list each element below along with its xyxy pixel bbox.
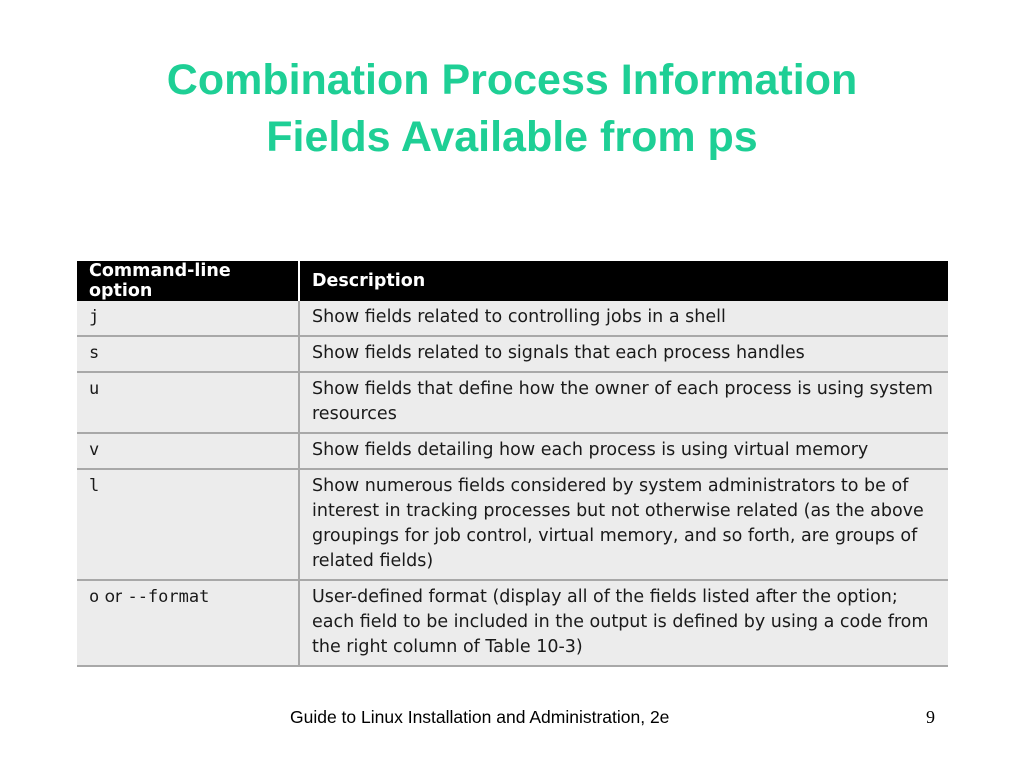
- option-cell: v: [77, 433, 299, 469]
- page-number: 9: [926, 707, 935, 727]
- footer-text: Guide to Linux Installation and Administration, 2e: [290, 707, 670, 727]
- option-cell: s: [77, 336, 299, 372]
- option-cell: u: [77, 372, 299, 433]
- column-header-option: Command-line option: [77, 261, 299, 301]
- table-row: [77, 301, 948, 336]
- table-row: [77, 469, 948, 580]
- description-cell: Show numerous fields considered by system administrators to be of interest in tracking processes but not otherwise related (as the above groupings for job control, virtual memory, and so forth, are groups of related fields): [299, 469, 948, 580]
- description-cell: Show fields detailing how each process is using virtual memory: [299, 433, 948, 469]
- option-cell: j: [77, 301, 299, 336]
- table-row: [77, 580, 948, 666]
- slide-title: [0, 52, 1024, 166]
- slide-title-line-1: Combination Process Information: [166, 56, 858, 104]
- table-row: [77, 433, 948, 469]
- column-header-description: Description: [299, 261, 948, 301]
- ps-options-table-container: [77, 261, 948, 657]
- table-header-row: [77, 261, 948, 301]
- table-row: [77, 372, 948, 433]
- ps-options-table: [77, 261, 948, 667]
- option-code-format: --format: [127, 587, 210, 607]
- description-cell: Show fields related to controlling jobs in a shell: [299, 301, 948, 336]
- description-cell: User-defined format (display all of the fields listed after the option; each field to be included in the output is defined by using a code from the right column of Table 10-3): [299, 580, 948, 666]
- option-code-o: o: [89, 587, 100, 607]
- description-cell: Show fields related to signals that each process handles: [299, 336, 948, 372]
- table-row: [77, 336, 948, 372]
- description-cell: Show fields that define how the owner of each process is using system resources: [299, 372, 948, 433]
- option-cell: [77, 580, 299, 666]
- option-cell: l: [77, 469, 299, 580]
- option-separator: or: [99, 587, 128, 607]
- slide-title-line-2: Fields Available from ps: [266, 113, 758, 161]
